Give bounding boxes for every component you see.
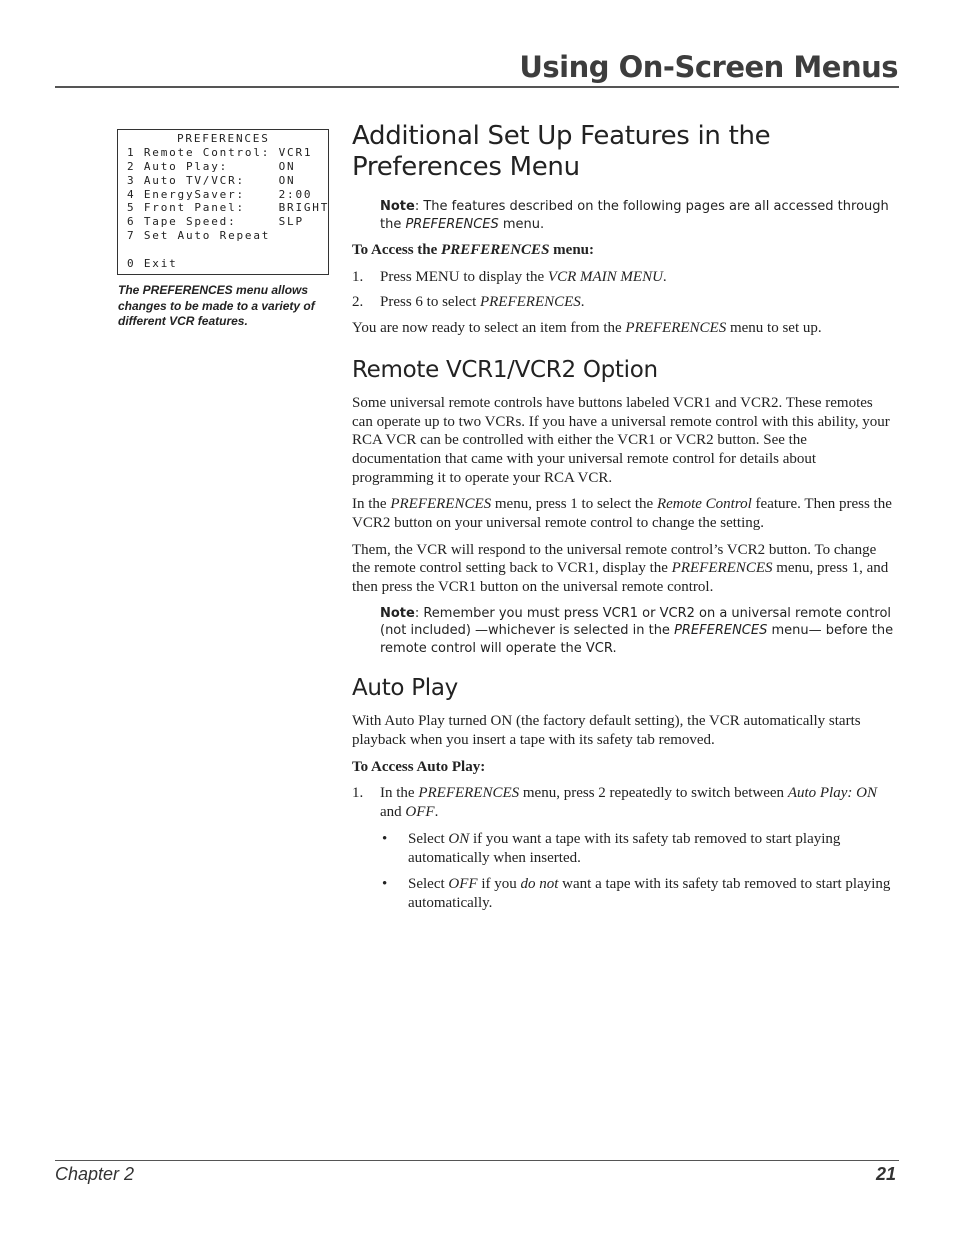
list-item: 1. In the PREFERENCES menu, press 2 repeatedly to switch between Auto Play: ON and OFF. xyxy=(352,785,877,821)
section-heading-additional-setup: Additional Set Up Features in the Preferences Menu xyxy=(352,121,771,182)
note-remote: Note: Remember you must press VCR1 or VCR2 on a universal remote control (not included) —whichever is selected in the PREFERENCES menu— before the remote control will operate the VCR. xyxy=(380,605,894,656)
menu-title: PREFERENCES xyxy=(177,132,270,145)
footer-rule xyxy=(55,1160,899,1161)
section-heading-remote-option: Remote VCR1/VCR2 Option xyxy=(352,356,658,383)
ready-paragraph: You are now ready to select an item from the PREFERENCES menu to set up. xyxy=(352,320,822,337)
footer-page-number: 21 xyxy=(875,1164,896,1184)
access-auto-play-lead: To Access Auto Play: xyxy=(352,758,486,775)
access-preferences-lead: To Access the PREFERENCES menu: xyxy=(352,242,595,258)
menu-line xyxy=(127,243,328,257)
menu-line: 5 Front Panel: BRIGHT xyxy=(127,201,330,215)
menu-line: 6 Tape Speed: SLP xyxy=(127,215,304,229)
figure-caption: The PREFERENCES menu allows changes to be made to a variety of different VCR features. xyxy=(118,283,315,328)
preferences-menu-screen xyxy=(117,129,329,275)
bullet-icon: • xyxy=(382,830,388,847)
bullet-item: • Select OFF if you do not want a tape with its safety tab removed to start playing automatically. xyxy=(382,876,891,911)
note-features: Note: The features described on the following pages are all accessed through the PREFERENCES menu. xyxy=(380,199,889,232)
bullet-item: • Select ON if you want a tape with its safety tab removed to start playing automatically when inserted. xyxy=(382,830,841,866)
menu-line: 1 Remote Control: VCR1 xyxy=(127,145,313,159)
header-rule xyxy=(55,86,899,88)
footer-chapter: Chapter 2 xyxy=(55,1164,135,1184)
page-title: Using On-Screen Menus xyxy=(519,50,898,84)
paragraph: Some universal remote controls have buttons labeled VCR1 and VCR2. These remotes can operate up to two VCRs. If you have a universal remote control with this ability, your RCA VCR can be controlled with either the VCR1 or VCR2 button. See the documentation that came with your universal remote control for details about programming it to operate your RCA VCR. xyxy=(352,394,890,486)
menu-line: 2 Auto Play: ON xyxy=(127,159,296,173)
paragraph: With Auto Play turned ON (the factory default setting), the VCR automatically starts playback when you insert a tape with its safety tab removed. xyxy=(352,713,861,749)
list-item: 1. Press MENU to display the VCR MAIN MENU. xyxy=(352,268,667,285)
menu-line: 0 Exit xyxy=(127,257,178,271)
main-content xyxy=(352,121,897,913)
menu-line: 3 Auto TV/VCR: ON xyxy=(127,173,296,187)
menu-line: 4 EnergySaver: 2:00 xyxy=(127,187,313,201)
list-item: 2. Press 6 to select PREFERENCES. xyxy=(352,294,585,311)
note-label: Note xyxy=(380,199,415,214)
paragraph: Them, the VCR will respond to the universal remote control’s VCR2 button. To change the remote control setting back to VCR1, display the PREFERENCES menu, press 1, and then press the VCR1 button on the universal remote control. xyxy=(352,541,889,596)
menu-line: 7 Set Auto Repeat xyxy=(127,229,271,243)
bullet-icon: • xyxy=(382,876,388,893)
paragraph: In the PREFERENCES menu, press 1 to select the Remote Control feature. Then press the VCR2 button on your universal remote control to change the setting. xyxy=(352,496,892,532)
section-heading-auto-play: Auto Play xyxy=(352,675,458,702)
note-label: Note xyxy=(380,605,415,621)
